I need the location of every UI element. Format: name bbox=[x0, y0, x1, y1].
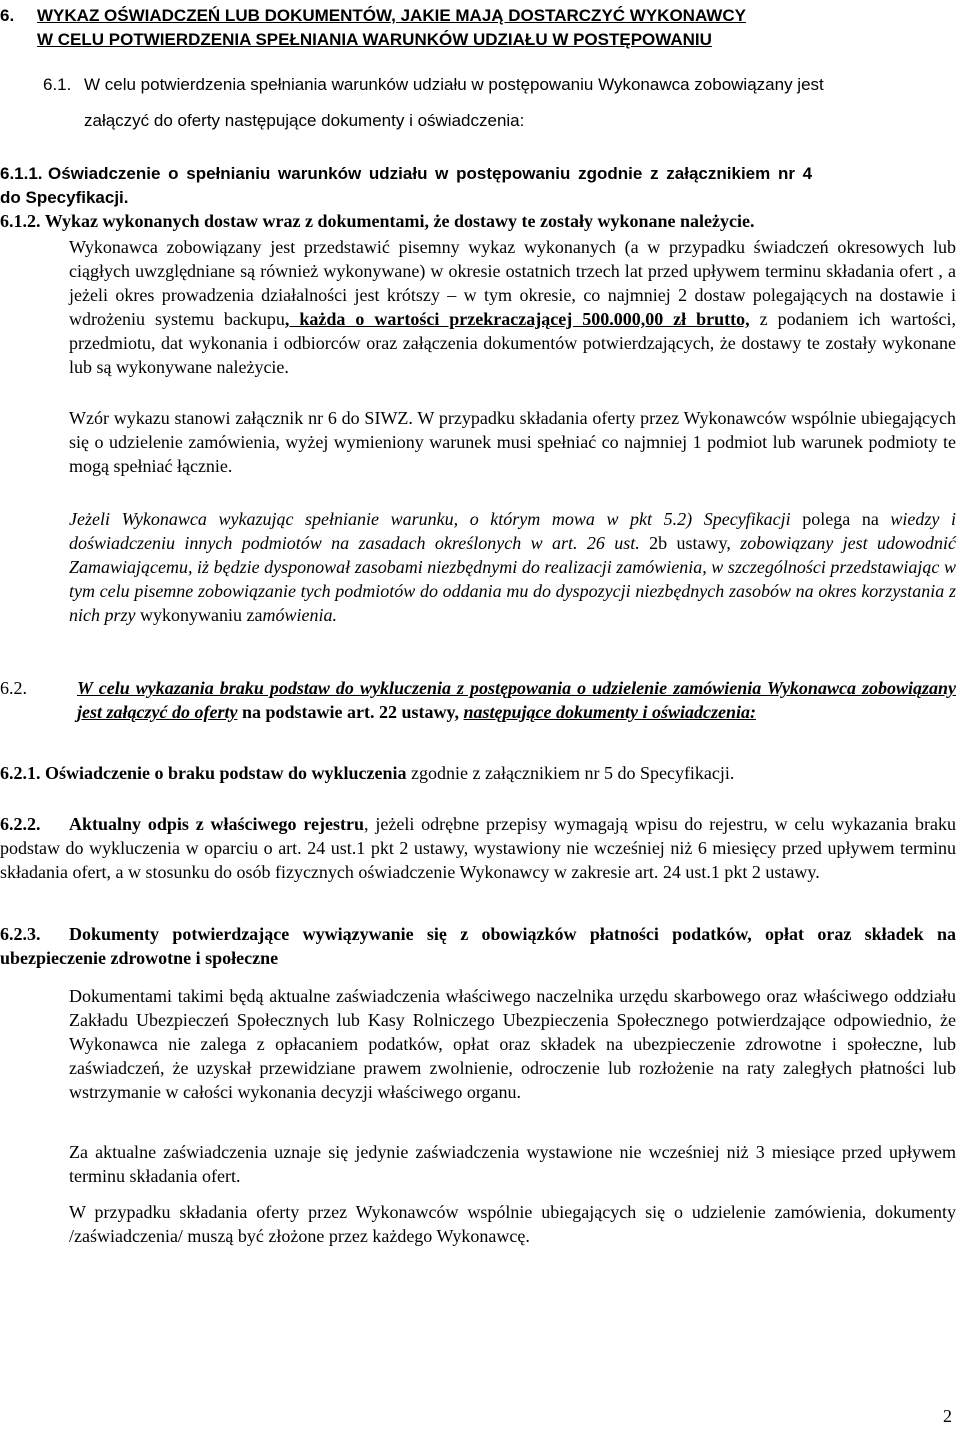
section-6-2-2 bbox=[0, 812, 956, 912]
section-6-1-1-text-cont: do Specyfikacji. bbox=[0, 188, 129, 207]
section-6-2-1-rest: zgodnie z załącznikiem nr 5 do Specyfikacji. bbox=[406, 763, 735, 783]
section-6-2-3-title-text: Dokumenty potwierdzające wywiązywanie się z obowiązków płatności podatków, opłat oraz składek na ubezpieczenie zdrowotne i społeczne bbox=[0, 924, 956, 968]
section-6-2 bbox=[0, 676, 960, 756]
section-6-2-italic-end: następujące dokumenty i oświadczenia: bbox=[463, 702, 756, 722]
section-6-1-1-text: Oświadczenie o spełnianiu warunków udziału w postępowaniu zgodnie z załącznikiem nr 4 bbox=[48, 164, 813, 183]
section-6-1 bbox=[0, 73, 960, 133]
section-6-2-2-number: 6.2.2. bbox=[0, 814, 41, 834]
section-6-1-1 bbox=[0, 162, 960, 210]
paragraph-1-emphasis: , każda o wartości przekraczającej 500.000,00 zł brutto, bbox=[284, 309, 750, 329]
section-6-1-2-title bbox=[0, 209, 960, 233]
section-6-2-italic: W celu wykazania braku podstaw do wykluczenia z postępowania o udzielenie zamówienia Wykonawca zobowiązany jest załączyć do oferty bbox=[77, 678, 956, 722]
page-number: 2 bbox=[943, 1406, 952, 1426]
section-6-2-3-paragraph-3 bbox=[69, 1200, 956, 1248]
section-6-1-2-paragraph-1 bbox=[69, 235, 956, 405]
paragraph-3-regular-a: polega na bbox=[790, 509, 891, 529]
paragraph-3-italic-c: zobowiązany jest udowodnić Zamawiającemu, iż będzie dysponował zasobami niezbędnymi do realizacji zamówienia, w szczególności przedstawiając w tym celu pisemne zobowiązanie tych podmiotów do oddania mu do dyspozycji niezbędnych zasobów na okres korzystania z nich przy bbox=[69, 533, 956, 625]
paragraph-2-text: Wzór wykazu stanowi załącznik nr 6 do SIWZ. W przypadku składania oferty przez Wykonawców wspólnie ubiegających się o udzielenie zamówienia, wyżej wymieniony warunek musi spełniać co najmniej 1 podmiot lub warunek podmioty te mogą spełniać łącznie. bbox=[69, 408, 956, 476]
section-6-2-text bbox=[77, 676, 956, 724]
heading-line-1: WYKAZ OŚWIADCZEŃ LUB DOKUMENTÓW, JAKIE MAJĄ DOSTARCZYĆ WYKONAWCY bbox=[37, 6, 746, 25]
section-6-2-number: 6.2. bbox=[0, 678, 27, 698]
section-6-1-line-2: załączyć do oferty następujące dokumenty i oświadczenia: bbox=[84, 111, 525, 130]
section-6-1-1-number: 6.1.1. bbox=[0, 164, 43, 183]
heading-number: 6. bbox=[0, 6, 15, 25]
section-6-1-2-paragraph-3 bbox=[69, 507, 956, 651]
paragraph-1-text: Wykonawca zobowiązany jest przedstawić pisemny wykaz wykonanych (a w przypadku świadczeń okresowych lub ciągłych uwzględniane są również wykonywane) w okresie ostatnich trzech lat przed upływem terminu składania ofert , a jeżeli okres prowadzenia działalności jest krótszy – w tym okresie, co najmniej 2 dostaw polegających na dostawie i wdrożeniu systemu backupu bbox=[69, 237, 956, 329]
section-6-2-1 bbox=[0, 761, 960, 785]
paragraph-3-italic-d: mówienia. bbox=[262, 605, 337, 625]
section-6-2-3-number: 6.2.3. bbox=[0, 924, 41, 944]
section-6-1-2-paragraph-2 bbox=[69, 406, 956, 478]
section-6-2-bold: na podstawie art. 22 ustawy, bbox=[237, 702, 464, 722]
paragraph-3-italic-a: Jeżeli Wykonawca wykazując spełnianie warunku, o którym mowa w pkt 5.2) Specyfikacji bbox=[69, 509, 791, 529]
section-6-1-line-1: W celu potwierdzenia spełniania warunków udziału w postępowaniu Wykonawca zobowiązany jest bbox=[84, 75, 824, 94]
paragraph-3-regular-c: wykonywaniu za bbox=[135, 605, 263, 625]
section-6-2-1-bold: Oświadczenie o braku podstaw do wykluczenia bbox=[45, 763, 407, 783]
heading-line-2: W CELU POTWIERDZENIA SPEŁNIANIA WARUNKÓW UDZIAŁU W POSTĘPOWANIU bbox=[37, 30, 712, 49]
section-6-2-2-rest: , jeżeli odrębne przepisy wymagają wpisu do rejestru, w celu wykazania braku podstaw do wykluczenia w oparciu o art. 24 ust.1 pkt 2 ustawy, wystawiony nie wcześniej niż 6 miesięcy przed upływem terminu składania ofert, a w stosunku do osób fizycznych oświadczenie Wykonawcy w zakresie art. 24 ust.1 pkt 2 ustawy. bbox=[0, 814, 956, 882]
paragraph-1-rest: z podaniem ich wartości, przedmiotu, dat wykonania i odbiorców oraz załączenia dokumentów potwierdzających, że dostawy te zostały wykonane lub są wykonywane należycie. bbox=[69, 309, 956, 377]
section-6-1-number: 6.1. bbox=[43, 75, 72, 94]
section-6-2-3-paragraph-3-text: W przypadku składania oferty przez Wykonawców wspólnie ubiegających się o udzielenie zamówienia, dokumenty /zaświadczenia/ muszą być złożone przez każdego Wykonawcę. bbox=[69, 1202, 956, 1246]
section-6-2-3-paragraph-1 bbox=[69, 984, 956, 1128]
section-6-2-3-paragraph-1-text: Dokumentami takimi będą aktualne zaświadczenia właściwego naczelnika urzędu skarbowego oraz właściwego oddziału Zakładu Ubezpieczeń Społecznych lub Kasy Rolniczego Ubezpieczenia Społecznego potwierdzające odpowiednio, że Wykonawca nie zalega z opłacaniem podatków, opłat oraz składek na ubezpieczenie zdrowotne i społeczne, lub zaświadczeń, że uzyskał przewidziane prawem zwolnienie, odroczenie lub rozłożenie na raty zaległych płatności lub wstrzymanie w całości wykonania decyzji właściwego organu. bbox=[69, 986, 956, 1102]
section-6-1-2-number: 6.1.2. bbox=[0, 211, 41, 231]
section-6-2-3-paragraph-2 bbox=[69, 1140, 956, 1188]
section-6-2-3-paragraph-2-text: Za aktualne zaświadczenia uznaje się jedynie zaświadczenia wystawione nie wcześniej niż 3 miesiące przed upływem terminu składania ofert. bbox=[69, 1142, 956, 1186]
section-6-2-3-title bbox=[0, 922, 956, 970]
section-6-2-1-number: 6.2.1. bbox=[0, 763, 41, 783]
section-6-2-2-text bbox=[0, 812, 956, 884]
section-6-2-2-bold: Aktualny odpis z właściwego rejestru bbox=[69, 814, 365, 834]
paragraph-3-italic-b: wiedzy i doświadczeniu innych podmiotów na zasadach określonych w art. 26 ust. bbox=[69, 509, 957, 553]
paragraph-3-regular-b: 2b ustawy, bbox=[639, 533, 741, 553]
section-6-1-2-title-text: Wykaz wykonanych dostaw wraz z dokumentami, że dostawy te zostały wykonane należycie. bbox=[44, 211, 755, 231]
section-heading bbox=[0, 4, 960, 52]
